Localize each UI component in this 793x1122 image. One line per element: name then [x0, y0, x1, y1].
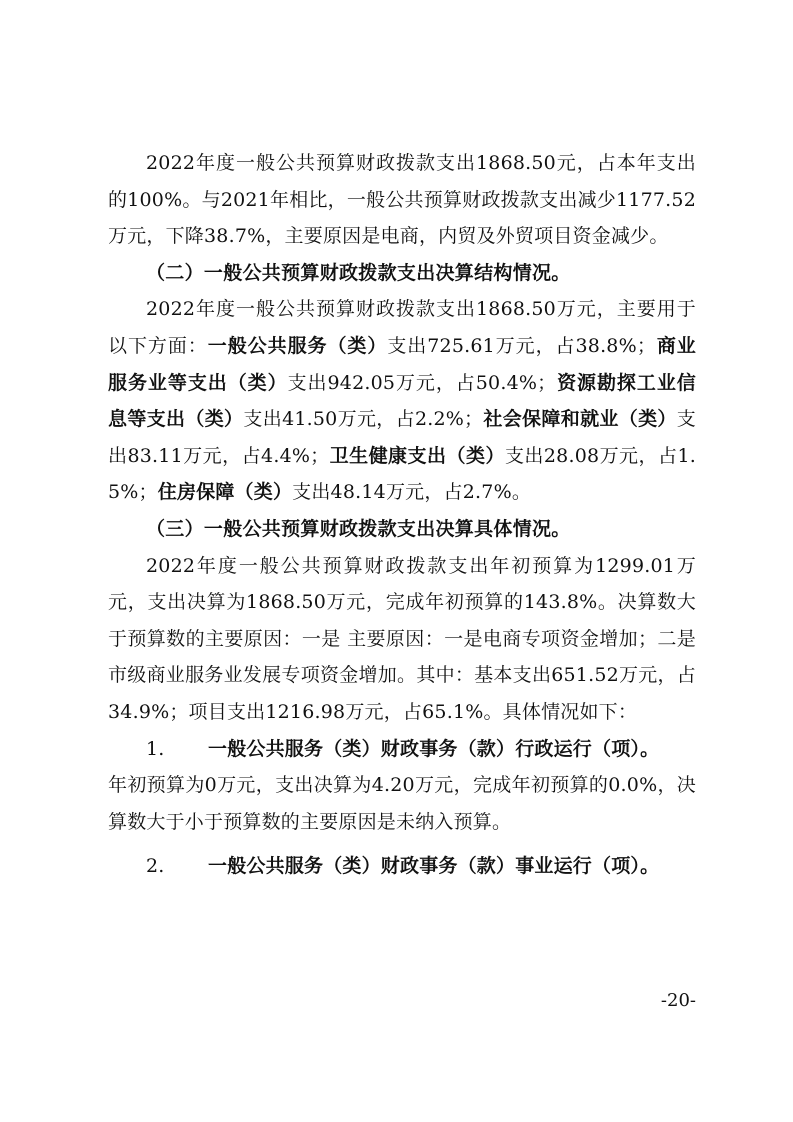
- list-item-1-heading: [108, 731, 696, 768]
- category-general-public-services: 一般公共服务（类）: [207, 334, 388, 357]
- document-body: [108, 145, 696, 885]
- paragraph-expenditure-details: 2022年度一般公共预算财政拨款支出年初预算为1299.01万元，支出决算为1868.50万元，完成年初预算的143.8%。决算数大于预算数的主要原因：一是 主要原因：一是电商专项资金增加；二是市级商业服务业发展专项资金增加。其中：基本支出651.52万元，占34.9%；项目支出1216.98万元，占65.1%。具体情况如下：: [108, 554, 696, 723]
- category-housing-amount: 支出48.14万元，占2.7%。: [292, 481, 532, 504]
- list-item-1-number: 1.: [146, 737, 165, 760]
- list-item-2-heading: [108, 848, 696, 885]
- category-resource-exploration: 资源勘探工业信息等支出（类）: [108, 371, 696, 431]
- category-health-amount: 支出28.08万元，占1.5%；: [108, 444, 697, 504]
- page-number: -20-: [660, 990, 696, 1011]
- category-social-security: 社会保障和就业（类）: [483, 408, 677, 431]
- list-item-2-title: 一般公共服务（类）财政事务（款）事业运行（项）。: [208, 855, 660, 878]
- section-heading-details: （三）一般公共预算财政拨款支出决算具体情况。: [146, 517, 571, 540]
- category-resource-exploration-amount: 支出41.50万元，占2.2%；: [243, 408, 484, 431]
- category-social-security-amount: 支出83.11万元，占4.4%；: [108, 408, 696, 467]
- category-commercial-services-amount: 支出942.05万元，占50.4%；: [287, 371, 557, 394]
- section-heading-structure: （二）一般公共预算财政拨款支出决算结构情况。: [146, 261, 571, 284]
- list-item-1-body: 年初预算为0万元，支出决算为4.20万元，完成年初预算的0.0%，决算数大于小于预算数的主要原因是未纳入预算。: [108, 774, 696, 833]
- list-item-2-number: 2.: [146, 855, 165, 878]
- structure-intro: 2022年度一般公共预算财政拨款支出1868.50万元，主要用于以下方面：: [108, 298, 696, 357]
- category-commercial-services: 商业服务业等支出（类）: [108, 334, 696, 394]
- paragraph-expenditure-structure: [108, 291, 696, 511]
- category-health: 卫生健康支出（类）: [329, 444, 505, 467]
- category-general-public-services-amount: 支出725.61万元，占38.8%；: [387, 334, 657, 357]
- paragraph-total-expenditure: 2022年度一般公共预算财政拨款支出1868.50元，占本年支出的100%。与2021年相比，一般公共预算财政拨款支出减少1177.52万元，下降38.7%，主要原因是电商，内贸及外贸项目资金减少。: [108, 152, 696, 248]
- list-item-1-title: 一般公共服务（类）财政事务（款）行政运行（项）。: [208, 737, 660, 760]
- category-housing: 住房保障（类）: [157, 481, 293, 504]
